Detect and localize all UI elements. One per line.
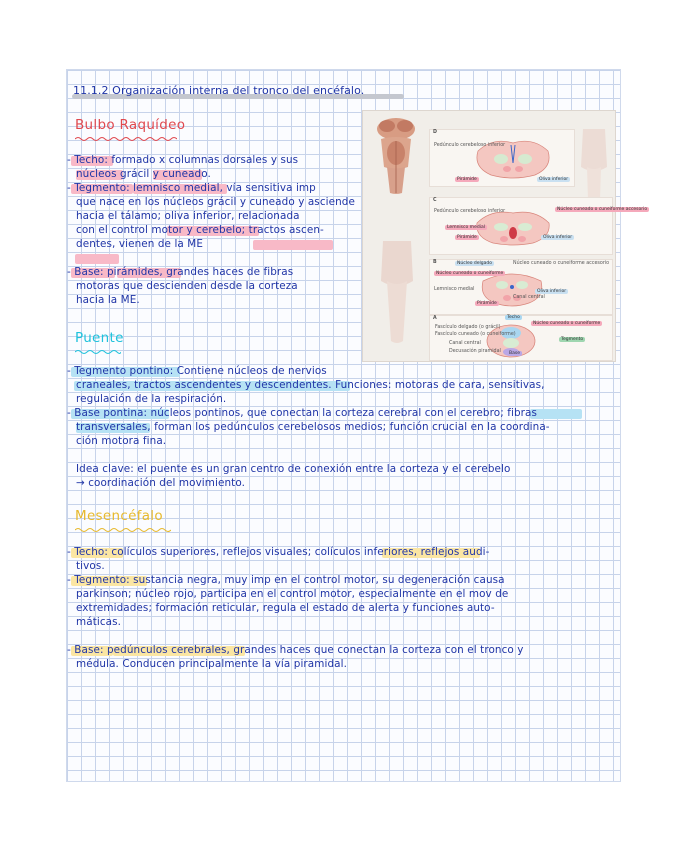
heading-puente: Puente — [75, 330, 124, 346]
bulbo-line-5: hacia el tálamo; oliva inferior, relacionada — [76, 210, 300, 222]
brainstem-dorsal-illustration — [365, 115, 427, 197]
heading-bulbo: Bulbo Raquídeo — [75, 117, 186, 133]
panel-c-label-pedunculo: Pedúnculo cerebeloso inferior — [434, 209, 506, 214]
brainstem-ventral-faint — [369, 241, 425, 351]
panel-b-letter: B — [433, 260, 437, 265]
brainstem-figure — [362, 110, 648, 362]
bulbo-line-8: - Base: pirámides, grandes haces de fibras — [67, 266, 294, 278]
panel-b-tag-piramide: Pirámide — [477, 301, 497, 306]
panel-b-label-lemnisco: Lemnisco medial — [434, 287, 475, 292]
panel-a-tag-nucleo-cuneado: Núcleo cuneado o cuneiforme — [533, 321, 601, 326]
panel-b-tag-gracil: Núcleo delgado — [457, 261, 492, 266]
puente-line-8: → coordinación del movimiento. — [76, 477, 246, 489]
heading-bulbo-underline — [75, 136, 177, 142]
mesencefalo-line-4: parkinson; núcleo rojo, participa en el control motor, especialmente en el mov de — [76, 588, 509, 600]
panel-c-tag-lemnisco: Lemnisco medial — [447, 225, 485, 230]
heading-puente-underline — [75, 349, 121, 355]
panel-c-letter: C — [433, 198, 437, 203]
mesencefalo-line-6: máticas. — [76, 616, 122, 628]
puente-line-6: ción motora fina. — [76, 435, 167, 447]
mesencefalo-line-5: extremidades; formación reticular, regula el estado de alerta y funciones auto- — [76, 602, 495, 614]
bulbo-line-6: con el control motor y cerebelo; tractos ascen- — [76, 224, 324, 236]
panel-a-tag-base: Base — [509, 351, 520, 356]
highlight-tractos-2 — [75, 254, 119, 264]
puente-line-5: transversales, forman los pedúnculos cerebelosos medios; función crucial en la coordina- — [76, 421, 550, 433]
puente-line-4: - Base pontina: núcleos pontinos, que conectan la corteza cerebral con el cerebro; fibras — [67, 407, 538, 419]
puente-line-1: - Tegmento pontino: Contiene núcleos de nervios — [67, 365, 327, 377]
panel-a-label-canal: Canal central — [449, 341, 481, 346]
panel-a-label-fasc-cuneado: Fascículo cuneado (o cuneiforme) — [435, 332, 516, 337]
puente-line-2: craneales, tractos ascendentes y descendentes. Funciones: motoras de cara, sensitivas, — [76, 379, 545, 391]
bulbo-line-2: núcleos grácil y cuneado. — [76, 168, 211, 180]
mesencefalo-line-3: - Tegmento: sustancia negra, muy imp en el control motor, su degeneración causa — [67, 574, 505, 586]
panel-b-tag-fasciculo: Núcleo cuneado o cuneiforme — [436, 271, 504, 276]
mesencefalo-line-1: - Techo: colículos superiores, reflejos visuales; colículos inferiores, reflejos audi- — [67, 546, 490, 558]
bulbo-line-4: que nace en los núcleos grácil y cuneado y asciende — [76, 196, 355, 208]
mesencefalo-line-8: médula. Conducen principalmente la vía piramidal. — [76, 658, 348, 670]
panel-c-tag-piramide: Pirámide — [457, 235, 477, 240]
heading-mesencefalo-underline — [75, 527, 171, 533]
panel-a-letter: A — [433, 316, 437, 321]
panel-c-tag-oliva: Oliva inferior — [543, 235, 573, 240]
bulbo-line-7: dentes, vienen de la ME — [76, 238, 204, 250]
puente-line-3: regulación de la respiración. — [76, 393, 227, 405]
panel-d-label-pedunculo: Pedúnculo cerebeloso inferior — [434, 143, 506, 148]
panel-d-letter: D — [433, 130, 437, 135]
mesencefalo-line-7: - Base: pedúnculos cerebrales, grandes haces que conectan la corteza con el tronco y — [67, 644, 524, 656]
panel-c-tag-nucleo: Núcleo cuneado o cuneiforme accesorio — [557, 207, 648, 212]
panel-b-label-canal: Canal central — [513, 295, 545, 300]
bulbo-line-1: - Techo: formado x columnas dorsales y sus — [67, 154, 299, 166]
panel-b-label-cuneado: Núcleo cuneado o cuneiforme accesorio — [513, 261, 610, 266]
mesencefalo-line-2: tivos. — [76, 560, 105, 572]
panel-d-tag-oliva: Oliva inferior — [539, 177, 569, 182]
panel-a-label-decusacion: Decusación piramidal — [449, 349, 501, 354]
highlight-tractos — [253, 240, 333, 250]
page-title: 11.1.2 Organización interna del tronco del encéfalo. — [73, 84, 365, 97]
heading-mesencefalo: Mesencéfalo — [75, 508, 163, 524]
puente-line-7: Idea clave: el puente es un gran centro de conexión entre la corteza y el cerebelo — [76, 463, 511, 475]
panel-b-tag-oliva: Oliva inferior — [537, 289, 567, 294]
panel-d-tag-piramide: Pirámide — [457, 177, 477, 182]
bulbo-line-9: motoras que descienden desde la corteza — [76, 280, 298, 292]
bulbo-line-3: - Tegmento: lemnisco medial, vía sensitiva imp — [67, 182, 316, 194]
highlight-fibras — [530, 409, 582, 419]
panel-d-section — [473, 133, 553, 181]
panel-a-tag-techo: Techo — [507, 315, 520, 320]
panel-a-tag-tegmento: Tegmento — [561, 337, 584, 342]
panel-a-label-fasc-gracil: Fascículo delgado (o grácil) — [435, 325, 501, 330]
bulbo-line-10: hacia la ME. — [76, 294, 140, 306]
